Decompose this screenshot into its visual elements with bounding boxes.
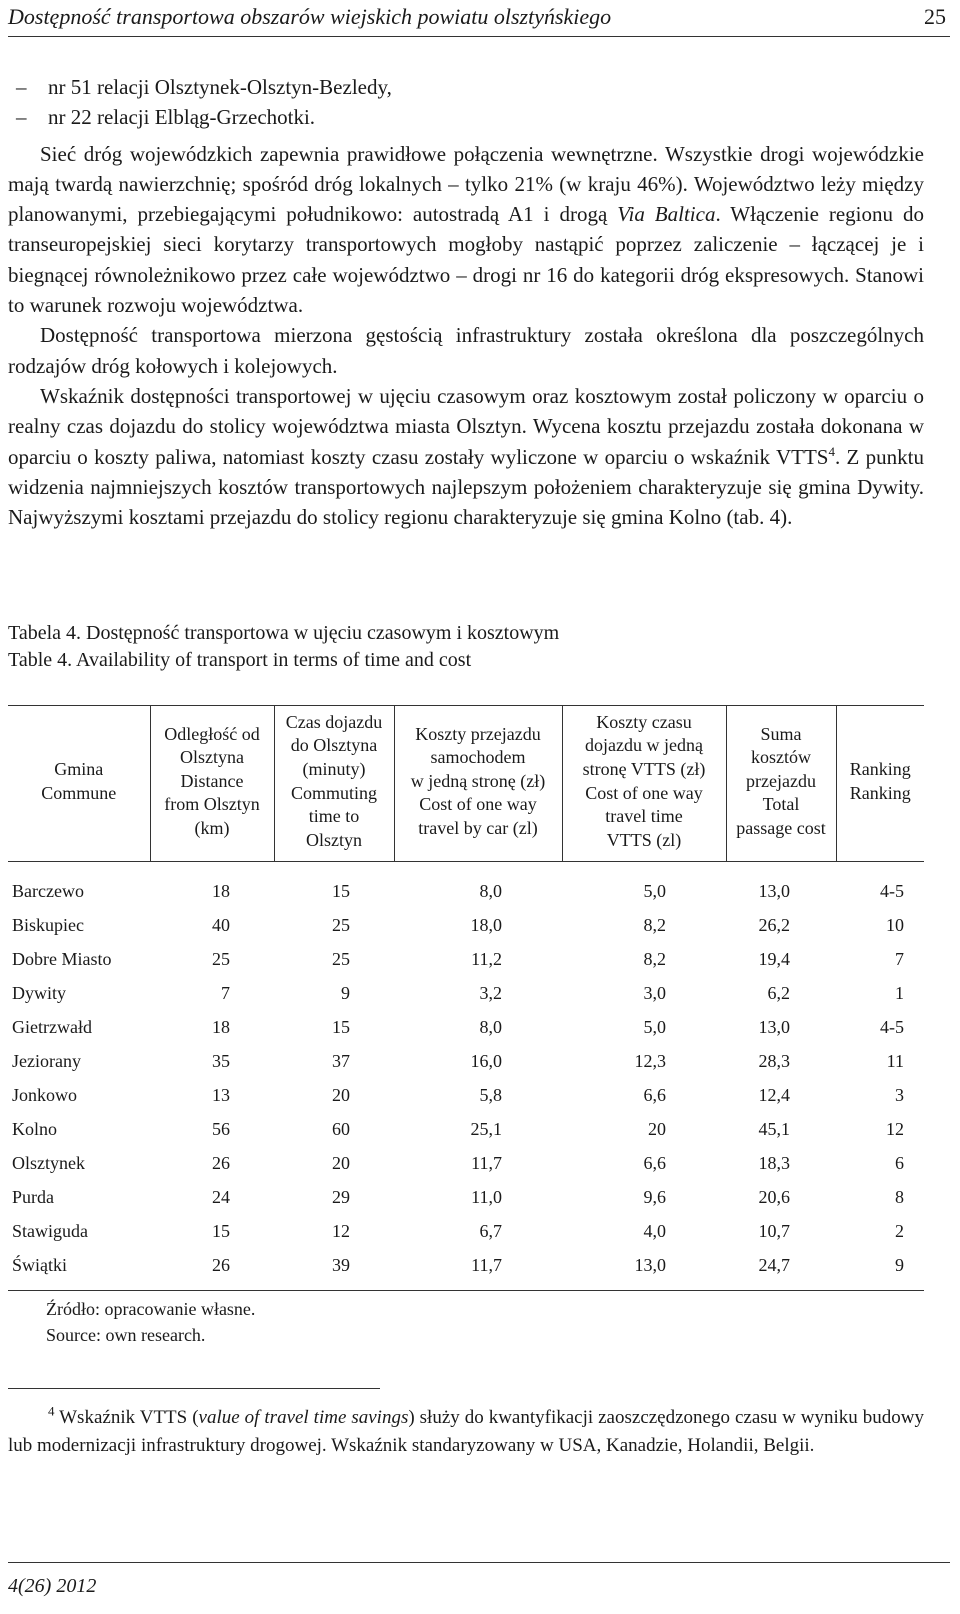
commune-name-cell: Dobre Miasto xyxy=(12,949,112,969)
value-cell: 6 xyxy=(895,1153,904,1173)
source-pl: Źródło: opracowanie własne. xyxy=(46,1299,256,1319)
column-header-line: Commuting xyxy=(290,782,377,803)
value-cell: 5,0 xyxy=(643,1017,666,1037)
column-header-line: przejazdu xyxy=(746,770,816,791)
column-header xyxy=(274,706,394,862)
value-cell: 60 xyxy=(332,1119,350,1139)
table-row xyxy=(8,862,924,909)
column-header xyxy=(394,706,562,862)
value-cell: 18 xyxy=(212,881,230,901)
caption-pl: Tabela 4. Dostępność transportowa w ujęciu czasowym i kosztowym xyxy=(8,622,560,644)
commune-name-cell: Gietrzwałd xyxy=(12,1017,92,1037)
column-header-line: kosztów xyxy=(751,747,811,768)
commune-name-cell: Jonkowo xyxy=(12,1085,78,1105)
column-header-line: Odległość od xyxy=(164,723,260,744)
table-row xyxy=(8,908,924,942)
commune-name-cell: Świątki xyxy=(12,1255,68,1275)
column-header-line: Koszty czasu xyxy=(596,711,692,732)
value-cell: 56 xyxy=(212,1119,230,1139)
column-header-line: (minuty) xyxy=(302,758,366,779)
column-header-line: Cost of one way xyxy=(419,794,537,815)
value-cell: 26 xyxy=(212,1255,230,1275)
column-header-line: Ranking xyxy=(849,782,911,803)
column-header-line: w jedną stronę (zł) xyxy=(410,770,546,791)
value-cell: 12 xyxy=(886,1119,904,1139)
value-cell: 11,0 xyxy=(471,1187,502,1207)
table-row xyxy=(8,1010,924,1044)
column-header xyxy=(726,706,836,862)
value-cell: 25 xyxy=(332,949,350,969)
commune-name-cell: Stawiguda xyxy=(12,1221,88,1241)
column-header-line: Distance xyxy=(180,770,244,791)
value-cell: 37 xyxy=(332,1051,350,1071)
column-header-line: travel by car (zl) xyxy=(418,817,538,838)
list-item: – nr 22 relacji Elbląg-Grzechotki. xyxy=(8,102,924,132)
value-cell: 26,2 xyxy=(758,915,790,935)
value-cell: 11,7 xyxy=(471,1153,502,1173)
value-cell: 18,0 xyxy=(470,915,502,935)
value-cell: 3 xyxy=(895,1085,904,1105)
value-cell: 12,4 xyxy=(758,1085,790,1105)
value-cell: 12,3 xyxy=(634,1051,666,1071)
column-header-line: Gmina xyxy=(54,758,104,779)
table-caption xyxy=(8,620,908,674)
value-cell: 20 xyxy=(648,1119,666,1139)
table-row xyxy=(8,1180,924,1214)
value-cell: 13 xyxy=(212,1085,230,1105)
list-item: – nr 51 relacji Olsztynek-Olsztyn-Bezledy, xyxy=(8,72,924,102)
footnote-divider xyxy=(8,1388,380,1389)
table-row xyxy=(8,1146,924,1180)
value-cell: 5,8 xyxy=(479,1085,502,1105)
value-cell: 16,0 xyxy=(470,1051,502,1071)
value-cell: 2 xyxy=(895,1221,904,1241)
value-cell: 11,2 xyxy=(471,949,502,969)
value-cell: 9,6 xyxy=(643,1187,666,1207)
value-cell: 25,1 xyxy=(470,1119,502,1139)
table-row xyxy=(8,976,924,1010)
value-cell: 15 xyxy=(332,881,350,901)
value-cell: 8,2 xyxy=(643,915,666,935)
value-cell: 9 xyxy=(895,1255,904,1275)
value-cell: 3,0 xyxy=(643,983,666,1003)
running-title: Dostępność transportowa obszarów wiejskich powiatu olsztyńskiego xyxy=(8,4,612,29)
value-cell: 20,6 xyxy=(758,1187,790,1207)
value-cell: 24 xyxy=(212,1187,230,1207)
value-cell: 20 xyxy=(332,1085,350,1105)
page-number: 25 xyxy=(924,4,946,29)
value-cell: 4,0 xyxy=(643,1221,666,1241)
column-header-line: Suma xyxy=(760,723,802,744)
value-cell: 19,4 xyxy=(758,949,790,969)
value-cell: 25 xyxy=(212,949,230,969)
commune-name-cell: Kolno xyxy=(12,1119,57,1139)
column-header-line: from Olsztyn xyxy=(164,794,260,815)
value-cell: 11 xyxy=(886,1051,904,1071)
column-header-line: Ranking xyxy=(849,758,911,779)
column-header-line: Commune xyxy=(41,782,117,803)
column-header-line: VTTS (zl) xyxy=(606,829,682,850)
column-header-line: Koszty przejazdu xyxy=(415,723,541,744)
value-cell: 4-5 xyxy=(880,1017,904,1037)
commune-name-cell: Barczewo xyxy=(12,881,84,901)
issue-number: 4(26) 2012 xyxy=(8,1575,97,1597)
footnote-mark: 4 xyxy=(48,1403,55,1419)
value-cell: 6,2 xyxy=(767,983,790,1003)
value-cell: 15 xyxy=(212,1221,230,1241)
table-row xyxy=(8,1112,924,1146)
value-cell: 28,3 xyxy=(758,1051,790,1071)
value-cell: 3,2 xyxy=(479,983,502,1003)
column-header-line: samochodem xyxy=(430,747,526,768)
value-cell: 25 xyxy=(332,915,350,935)
italic-term: Via Baltica xyxy=(617,202,716,227)
column-header xyxy=(150,706,274,862)
value-cell: 18 xyxy=(212,1017,230,1037)
value-cell: 12 xyxy=(332,1221,350,1241)
table-row xyxy=(8,942,924,976)
commune-name-cell: Jeziorany xyxy=(12,1051,81,1071)
value-cell: 26 xyxy=(212,1153,230,1173)
value-cell: 45,1 xyxy=(758,1119,790,1139)
value-cell: 8,0 xyxy=(479,881,502,901)
value-cell: 39 xyxy=(332,1255,350,1275)
body-text xyxy=(8,72,924,532)
value-cell: 10 xyxy=(886,915,904,935)
column-header-line: Cost of one way xyxy=(585,782,703,803)
commune-name-cell: Purda xyxy=(12,1187,54,1207)
column-header-line: Olsztyna xyxy=(180,747,244,768)
column-header-line: stronę VTTS (zł) xyxy=(582,758,706,779)
value-cell: 15 xyxy=(332,1017,350,1037)
value-cell: 8 xyxy=(895,1187,904,1207)
table-source xyxy=(46,1296,255,1348)
column-header-line: dojazdu w jedną xyxy=(585,735,703,756)
data-table xyxy=(8,705,924,1291)
value-cell: 13,0 xyxy=(634,1255,666,1275)
value-cell: 13,0 xyxy=(758,881,790,901)
column-header xyxy=(562,706,726,862)
table-body xyxy=(8,862,924,1291)
value-cell: 10,7 xyxy=(758,1221,790,1241)
column-header-line: (km) xyxy=(194,817,230,838)
column-header-line: travel time xyxy=(605,806,683,827)
value-cell: 6,6 xyxy=(643,1153,666,1173)
table-header-row xyxy=(8,706,924,862)
column-header-line: do Olsztyna xyxy=(290,735,378,756)
value-cell: 5,0 xyxy=(643,881,666,901)
value-cell: 18,3 xyxy=(758,1153,790,1173)
value-cell: 40 xyxy=(212,915,230,935)
paragraph: Wskaźnik dostępności transportowej w ujęciu czasowym oraz kosztowym został policzony w oparciu o realny czas dojazdu do stolicy województwa miasta Olsztyn. Wycena kosztu przejazdu została dokonana w oparciu o koszty paliwa, natomiast koszty czasu zostały wyliczone w oparciu o wskaźnik VTTS$^4$. Z punktu widzenia najmniejszych kosztów transportowych najlepszym położeniem charakteryzuje się gmina Dywity. Najwyższymi kosztami przejazdu do stolicy regionu charakteryzuje się gmina Kolno (tab. 4). xyxy=(8,383,924,530)
value-cell: 24,7 xyxy=(758,1255,790,1275)
table-row xyxy=(8,1214,924,1248)
value-cell: 11,7 xyxy=(471,1255,502,1275)
column-header-line: passage cost xyxy=(736,817,826,838)
footnote-italic: value of travel time savings xyxy=(198,1407,409,1428)
running-head xyxy=(8,2,950,37)
value-cell: 1 xyxy=(895,983,904,1003)
footnote-reference: 4 xyxy=(828,443,835,459)
paragraph: Sieć dróg wojewódzkich zapewnia prawidłowe połączenia wewnętrzne. Wszystkie drogi wojewódzkie mają twardą nawierzchnię; spośród dróg lokalnych – tylko 21% (w kraju 46%). Województwo leży między planowanymi, przebiegającymi południkowo: autostradą A1 i drogą Via Baltica. Włączenie regionu do transeuropejskiej sieci korytarzy transportowych mogłoby nastąpić poprzez zaliczenie – łączącej je i biegnącej równoleżnikowo przez całe województwo – drogi nr 16 do kategorii dróg ekspresowych. Stanowi to warunek rozwoju województwa. xyxy=(8,141,924,318)
value-cell: 6,7 xyxy=(479,1221,502,1241)
page-footer xyxy=(8,1562,950,1598)
commune-name-cell: Biskupiec xyxy=(12,915,84,935)
footnote: $^4$ Wskaźnik VTTS (value of travel time savings) służy do kwantyfikacji zaoszczędzonego czasu w wyniku budowy lub modernizacji infrastruktury drogowej. Wskaźnik standaryzowany w USA, Kanadzie, Holandii, Belgii. xyxy=(8,1403,924,1456)
commune-name-cell: Olsztynek xyxy=(12,1153,85,1173)
column-header-line: Olsztyn xyxy=(306,829,362,850)
value-cell: 4-5 xyxy=(880,881,904,901)
table-row xyxy=(8,1044,924,1078)
commune-name-cell: Dywity xyxy=(12,983,66,1003)
value-cell: 7 xyxy=(895,949,904,969)
value-cell: 7 xyxy=(221,983,230,1003)
column-header-line: Czas dojazdu xyxy=(285,711,383,732)
value-cell: 35 xyxy=(212,1051,230,1071)
value-cell: 29 xyxy=(332,1187,350,1207)
column-header xyxy=(8,706,150,862)
column-header xyxy=(836,706,924,862)
caption-en: Table 4. Availability of transport in terms of time and cost xyxy=(8,649,472,671)
table-row xyxy=(8,1078,924,1112)
column-header-line: Total xyxy=(762,794,800,815)
value-cell: 8,2 xyxy=(643,949,666,969)
column-header-line: time to xyxy=(308,806,360,827)
table-row xyxy=(8,1248,924,1291)
value-cell: 13,0 xyxy=(758,1017,790,1037)
value-cell: 9 xyxy=(341,983,350,1003)
value-cell: 20 xyxy=(332,1153,350,1173)
paragraph: Dostępność transportowa mierzona gęstością infrastruktury została określona dla poszczególnych rodzajów dróg kołowych i kolejowych. xyxy=(8,323,924,378)
value-cell: 8,0 xyxy=(479,1017,502,1037)
source-en: Source: own research. xyxy=(46,1325,206,1345)
value-cell: 6,6 xyxy=(643,1085,666,1105)
